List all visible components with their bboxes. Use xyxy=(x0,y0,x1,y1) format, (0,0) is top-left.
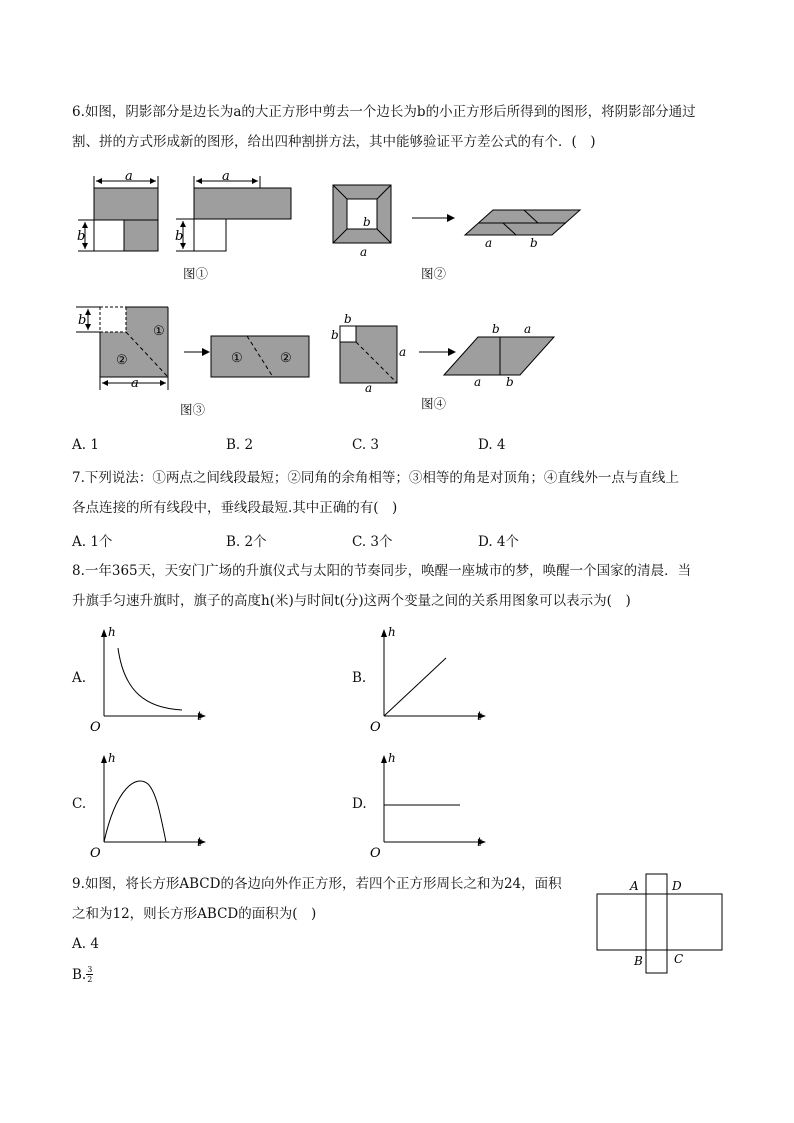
q8-graph-d[interactable] xyxy=(366,748,496,860)
q9-vertex-b: B xyxy=(634,954,643,968)
q9-vertex-c: C xyxy=(674,952,684,966)
q8-graph-c[interactable] xyxy=(86,748,216,860)
q9-vertex-d: D xyxy=(672,879,682,893)
q8-option-b-label[interactable]: B. xyxy=(352,670,367,686)
fig4-b-left: b xyxy=(331,328,339,342)
fig4-b-top2: b xyxy=(492,322,500,336)
q7-option-b[interactable]: B. 2个 xyxy=(226,534,267,550)
fig2-caption: 图② xyxy=(421,266,447,281)
fig3-a-label: a xyxy=(131,376,139,391)
q9-option-b-num: 3 xyxy=(87,965,93,974)
q8a-t: t xyxy=(197,709,202,723)
question-9-text xyxy=(72,869,592,929)
q8d-t: t xyxy=(477,835,482,849)
fig1-b-label-2: b xyxy=(175,229,184,244)
q8-graph-a[interactable] xyxy=(86,622,216,734)
q8a-o: O xyxy=(90,720,101,734)
fig2-b-label: b xyxy=(530,236,538,250)
q7-line2: 各点连接的所有线段中，垂线段最短.其中正确的有( ) xyxy=(72,500,398,516)
q8-option-a-label[interactable]: A. xyxy=(72,670,87,686)
q7-line1: 7.下列说法：①两点之间线段最短；②同角的余角相等；③相等的角是对顶角；④直线外一点与直线上 xyxy=(72,470,679,486)
q8d-h: h xyxy=(388,751,396,765)
q8b-h: h xyxy=(388,625,396,639)
fig3-circ2-b: ② xyxy=(280,351,292,366)
q6-option-c[interactable]: C. 3 xyxy=(352,437,380,453)
question-7-text xyxy=(72,463,732,523)
q7-option-c[interactable]: C. 3个 xyxy=(352,534,393,550)
fig3-caption: 图③ xyxy=(180,402,206,417)
q8-option-d-label[interactable]: D. xyxy=(352,796,367,812)
q9-vertex-a: A xyxy=(630,879,639,893)
fig3-circ1-b: ① xyxy=(231,351,243,366)
q8-line1: 8.一年365天，天安门广场的升旗仪式与太阳的节奏同步，唤醒一座城市的梦，唤醒一个国家的清晨．当 xyxy=(72,563,692,579)
fig4-a-bot2: a xyxy=(474,375,482,389)
fig1-b-label: b xyxy=(77,229,86,244)
q8-line2: 升旗手匀速升旗时，旗子的高度h(米)与时间t(分)这两个变量之间的关系用图象可以表示为( ) xyxy=(72,593,631,609)
q8c-h: h xyxy=(108,751,116,765)
fig1-caption: 图① xyxy=(183,266,209,281)
q6-line2: 割、拼的方式形成新的图形，给出四种割拼方法，其中能够验证平方差公式的有个．( ) xyxy=(72,134,596,150)
q7-option-d[interactable]: D. 4个 xyxy=(478,534,520,550)
fig3-circ1: ① xyxy=(153,324,165,339)
question-8-text xyxy=(72,556,732,616)
q9-figure xyxy=(590,868,730,980)
q9-line2: 之和为12，则长方形ABCD的面积为( ) xyxy=(72,906,317,922)
q6-figure-1 xyxy=(70,168,300,260)
fig1-a-label: a xyxy=(125,169,133,184)
fig2-a-label: a xyxy=(485,236,493,250)
q9-option-b-fraction xyxy=(86,965,93,984)
q8a-h: h xyxy=(108,625,116,639)
q6-figure-3 xyxy=(70,302,350,398)
fig2-a-bottom: a xyxy=(360,245,368,259)
q8b-t: t xyxy=(477,709,482,723)
fig4-a-bottom: a xyxy=(365,381,373,394)
q9-line1: 9.如图，将长方形ABCD的各边向外作正方形，若四个正方形周长之和为24，面积 xyxy=(72,876,562,892)
q6-option-a[interactable]: A. 1 xyxy=(72,437,99,453)
fig3-circ2: ② xyxy=(116,353,128,368)
fig2-b-inner: b xyxy=(363,215,371,229)
q8d-o: O xyxy=(370,846,381,860)
fig3-b-label: b xyxy=(78,313,87,328)
q8c-o: O xyxy=(90,846,101,860)
fig1-a-label-2: a xyxy=(222,169,230,184)
q8c-t: t xyxy=(197,835,202,849)
q8b-o: O xyxy=(370,720,381,734)
q9-option-b-prefix: B. xyxy=(72,966,87,983)
question-6-text xyxy=(72,97,732,157)
q6-option-d[interactable]: D. 4 xyxy=(478,437,506,453)
fig4-b-bot2: b xyxy=(506,375,514,389)
q9-option-a[interactable]: A. 4 xyxy=(72,936,99,952)
q6-line1: 6.如图，阴影部分是边长为a的大正方形中剪去一个边长为b的小正方形后所得到的图形，将阴影部分通过 xyxy=(72,104,696,120)
q8-graph-b[interactable] xyxy=(366,622,496,734)
q6-figure-4 xyxy=(328,312,568,394)
q9-option-b-den: 2 xyxy=(87,975,93,984)
fig4-caption: 图④ xyxy=(421,396,447,411)
q6-option-b[interactable]: B. 2 xyxy=(226,437,254,453)
q6-figure-2 xyxy=(328,180,588,260)
q7-option-a[interactable]: A. 1个 xyxy=(72,534,113,550)
fig4-a-top2: a xyxy=(524,322,532,336)
q8-option-c-label[interactable]: C. xyxy=(72,796,87,812)
fig4-b-top: b xyxy=(344,312,352,326)
fig4-a-right: a xyxy=(399,345,407,359)
q9-option-b[interactable] xyxy=(72,965,93,984)
